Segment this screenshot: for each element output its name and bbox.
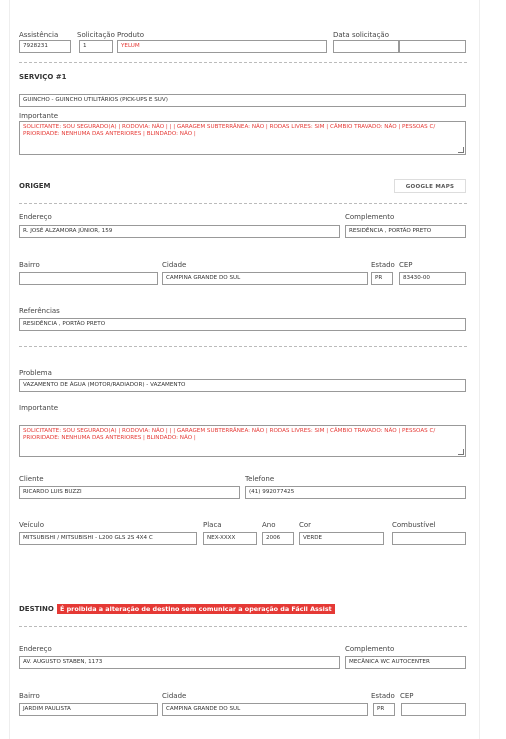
problema-importante-label: Importante xyxy=(19,404,59,412)
problema-label: Problema xyxy=(19,369,52,377)
resize-grip-icon[interactable] xyxy=(458,449,464,455)
servico-title: SERVIÇO #1 xyxy=(19,73,67,81)
divider xyxy=(19,346,467,347)
problema-importante-text: SOLICITANTE: SOU SEGURADO(A) | RODOVIA: NÃO | | | GARAGEM SUBTERRÂNEA: NÃO | RODAS LIVRES: SIM | CÂMBIO TRAVADO: NÃO | PESSOAS C/ PRIORIDADE: NENHUMA DAS ANTERIORES | BLINDADO: NÃO | xyxy=(23,428,436,441)
divider xyxy=(19,62,467,63)
origem-endereco-label: Endereço xyxy=(19,213,52,221)
origem-bairro-field[interactable] xyxy=(19,272,158,285)
problema-field[interactable]: VAZAMENTO DE ÁGUA (MOTOR/RADIADOR) - VAZAMENTO xyxy=(19,379,466,392)
veiculo-field[interactable]: MITSUBISHI / MITSUBISHI - L200 GLS 2S 4X4 C xyxy=(19,532,197,545)
origem-referencias-label: Referências xyxy=(19,307,60,315)
destino-endereco-field[interactable]: AV. AUGUSTO STABEN, 1173 xyxy=(19,656,340,669)
resize-grip-icon[interactable] xyxy=(458,147,464,153)
data-solicitacao-time-field[interactable] xyxy=(399,40,466,53)
cliente-label: Cliente xyxy=(19,475,44,483)
servico-tipo-field[interactable]: GUINCHO - GUINCHO UTILITÁRIOS (PICK-UPS E SUV) xyxy=(19,94,466,107)
veiculo-label: Veículo xyxy=(19,521,45,529)
destino-title: DESTINO xyxy=(19,605,54,613)
data-solicitacao-date-field[interactable] xyxy=(333,40,399,53)
divider xyxy=(19,626,467,627)
origem-estado-field[interactable]: PR xyxy=(371,272,393,285)
cliente-field[interactable]: RICARDO LUIS BUZZI xyxy=(19,486,240,499)
servico-importante-textarea[interactable] xyxy=(19,121,466,155)
service-form-panel xyxy=(9,0,480,739)
solicitacao-label: Solicitação xyxy=(77,31,115,39)
servico-importante-text: SOLICITANTE: SOU SEGURADO(A) | RODOVIA: NÃO | | | GARAGEM SUBTERRÂNEA: NÃO | RODAS LIVRES: SIM | CÂMBIO TRAVADO: NÃO | PESSOAS C/ PRIORIDADE: NENHUMA DAS ANTERIORES | BLINDADO: NÃO | xyxy=(23,124,436,137)
telefone-label: Telefone xyxy=(245,475,275,483)
assistencia-label: Assistência xyxy=(19,31,59,39)
cor-field[interactable]: VERDE xyxy=(299,532,384,545)
origem-cidade-field[interactable]: CAMPINA GRANDE DO SUL xyxy=(162,272,368,285)
servico-importante-label: Importante xyxy=(19,112,59,120)
produto-field[interactable]: YELUM xyxy=(117,40,327,53)
destino-complemento-label: Complemento xyxy=(345,645,395,653)
origem-estado-label: Estado xyxy=(371,261,395,269)
destino-warning-badge: É proibida a alteração de destino sem comunicar a operação da Fácil Assist xyxy=(57,604,335,614)
google-maps-button[interactable]: GOOGLE MAPS xyxy=(394,179,466,193)
origem-title: ORIGEM xyxy=(19,182,51,190)
destino-cidade-field[interactable]: CAMPINA GRANDE DO SUL xyxy=(162,703,368,716)
solicitacao-field[interactable]: 1 xyxy=(79,40,113,53)
origem-cidade-label: Cidade xyxy=(162,261,187,269)
cor-label: Cor xyxy=(299,521,312,529)
combustivel-field[interactable] xyxy=(392,532,466,545)
ano-label: Ano xyxy=(262,521,276,529)
destino-estado-label: Estado xyxy=(371,692,395,700)
destino-cidade-label: Cidade xyxy=(162,692,187,700)
origem-referencias-field[interactable]: RESIDÊNCIA , PORTÃO PRETO xyxy=(19,318,466,331)
ano-field[interactable]: 2006 xyxy=(262,532,294,545)
origem-complemento-field[interactable]: RESIDÊNCIA , PORTÃO PRETO xyxy=(345,225,466,238)
destino-endereco-label: Endereço xyxy=(19,645,52,653)
origem-endereco-field[interactable]: R. JOSÉ ALZAMORA JÚNIOR, 159 xyxy=(19,225,340,238)
destino-bairro-field[interactable]: JARDIM PAULISTA xyxy=(19,703,158,716)
produto-label: Produto xyxy=(117,31,145,39)
destino-cep-label: CEP xyxy=(400,692,414,700)
destino-bairro-label: Bairro xyxy=(19,692,40,700)
destino-cep-field[interactable] xyxy=(401,703,466,716)
placa-label: Placa xyxy=(203,521,222,529)
origem-complemento-label: Complemento xyxy=(345,213,395,221)
destino-complemento-field[interactable]: MECÂNICA WC AUTOCENTER xyxy=(345,656,466,669)
telefone-field[interactable]: (41) 992077425 xyxy=(245,486,466,499)
problema-importante-textarea[interactable] xyxy=(19,425,466,457)
combustivel-label: Combustível xyxy=(392,521,436,529)
origem-cep-field[interactable]: 83430-00 xyxy=(399,272,466,285)
origem-bairro-label: Bairro xyxy=(19,261,40,269)
destino-estado-field[interactable]: PR xyxy=(373,703,395,716)
origem-cep-label: CEP xyxy=(399,261,413,269)
divider xyxy=(19,203,467,204)
placa-field[interactable]: NEX-XXXX xyxy=(203,532,257,545)
assistencia-field[interactable]: 7928231 xyxy=(19,40,71,53)
data-solicitacao-label: Data solicitação xyxy=(333,31,390,39)
